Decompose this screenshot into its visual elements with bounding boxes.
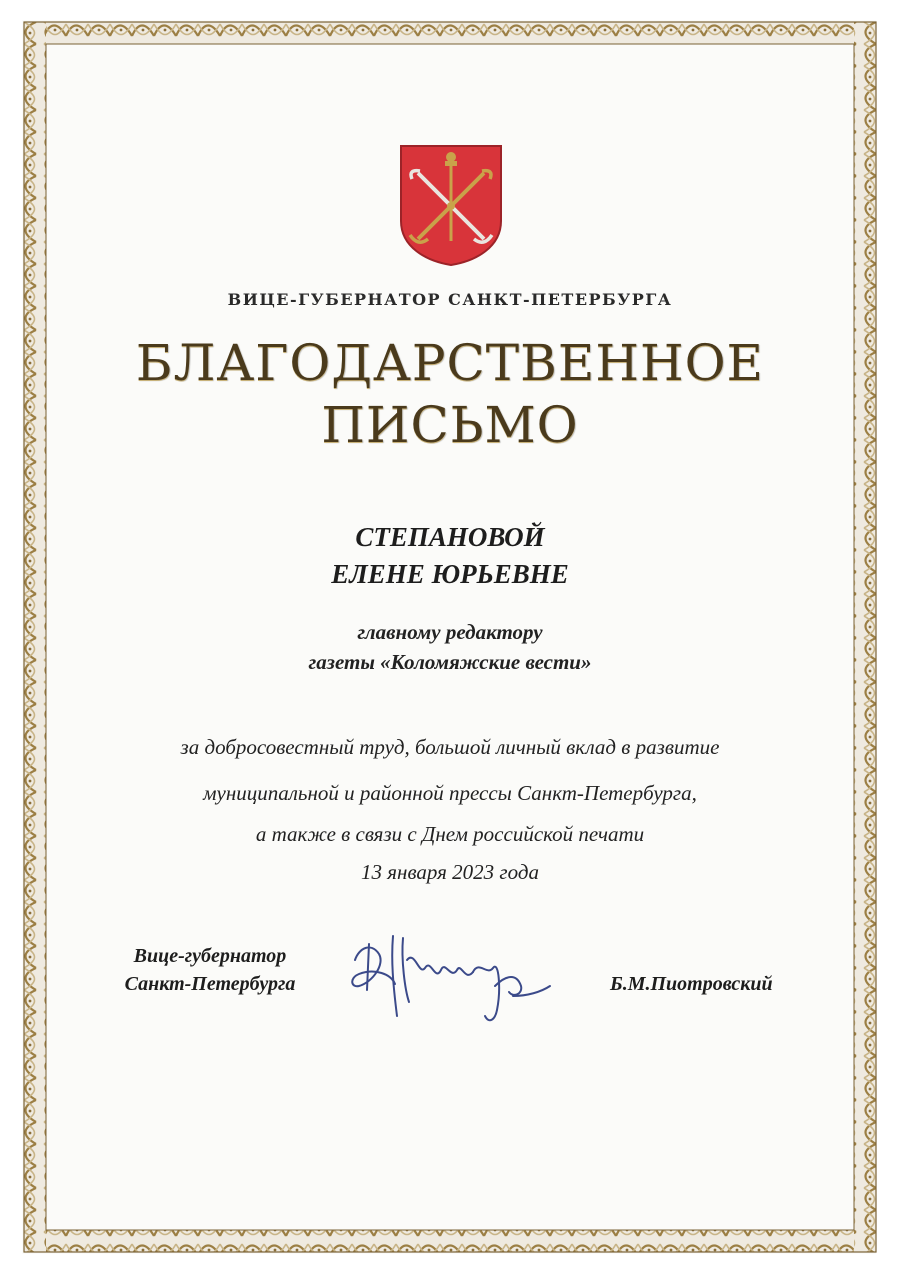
issuer-heading: ВИЦЕ-ГУБЕРНАТОР САНКТ-ПЕТЕРБУРГА xyxy=(227,290,673,309)
citation-line-3: а также в связи с Днем российской печати xyxy=(255,822,645,846)
document-title-line-2: ПИСЬМО xyxy=(321,396,579,454)
signer-name: Б.М.Пиотровский xyxy=(610,973,773,995)
recipient-organization: газеты «Коломяжские вести» xyxy=(308,650,592,674)
document-title-line-1: БЛАГОДАРСТВЕННОЕ xyxy=(135,334,765,392)
citation-line-2: муниципальной и районной прессы Санкт-Петербурга, xyxy=(203,781,697,805)
citation-date: 13 января 2023 года xyxy=(361,860,539,884)
citation-line-1: за добросовестный труд, большой личный вклад в развитие xyxy=(180,735,720,759)
saint-petersburg-coat-of-arms-icon xyxy=(398,143,504,267)
handwritten-signature xyxy=(345,920,560,1035)
signer-role-line-1: Вице-губернатор xyxy=(133,945,287,967)
signer-role-line-2: Санкт-Петербурга xyxy=(124,973,296,995)
recipient-surname: СТЕПАНОВОЙ xyxy=(355,522,545,552)
recipient-position: главному редактору xyxy=(357,620,543,644)
recipient-given-names: ЕЛЕНЕ ЮРЬЕВНЕ xyxy=(331,559,569,589)
